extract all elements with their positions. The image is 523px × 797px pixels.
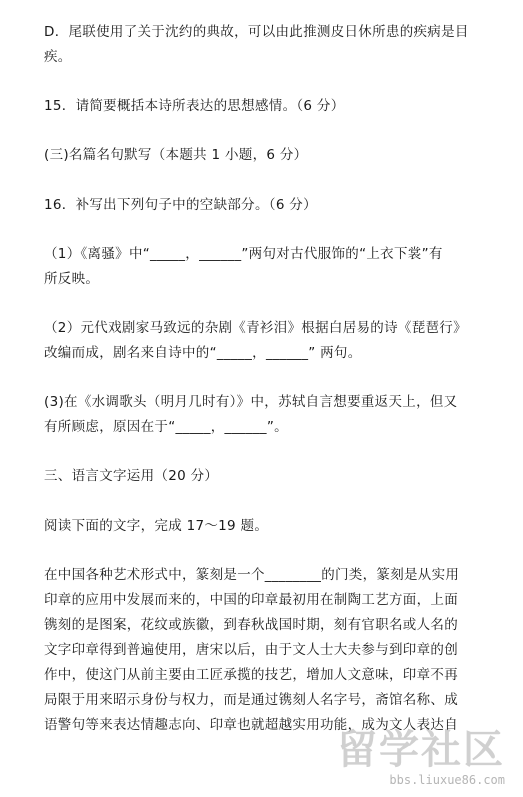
- section-heading: 三、语言文字运用（20 分）: [44, 468, 219, 484]
- section-heading: (三)名篇名句默写（本题共 1 小题，6 分）: [44, 147, 308, 163]
- text-line: 改编而成，剧名来自诗中的“_____，______” 两句。: [44, 345, 362, 361]
- watermark-logo: 留学社区: [337, 727, 505, 773]
- passage-line: 在中国各种艺术形式中，篆刻是一个________的门类，篆刻是从实用: [44, 567, 460, 583]
- watermark-url: bbs.liuxue86.com: [389, 773, 505, 787]
- text-line: （2）元代戏剧家马致远的杂剧《青衫泪》根据白居易的诗《琵琶行》: [44, 320, 467, 336]
- text-line: 阅读下面的文字，完成 17～19 题。: [44, 518, 269, 534]
- text-line: (3)在《水调歌头（明月几时有）》中，苏轼自言想要重返天上，但又: [44, 394, 458, 410]
- watermark: [337, 729, 505, 787]
- passage-line: 作中，使这门从前主要由工匠承揽的技艺，增加人文意味，印章不再: [44, 667, 458, 683]
- passage-line: 文字印章得到普遍使用，唐宋以后，由于文人士大夫参与到印章的创: [44, 642, 458, 658]
- passage-line: 语警句等来表达情趣志向、印章也就超越实用功能，成为文人表达自: [44, 717, 458, 733]
- passage-line: 印章的应用中发展而来的，中国的印章最初用在制陶工艺方面，上面: [44, 592, 458, 608]
- passage-line: 局限于用来昭示身份与权力，而是通过镌刻人名字号，斋馆名称、成: [44, 692, 458, 708]
- question-15: 15．请简要概括本诗所表达的思想感情。（6 分）: [44, 98, 345, 114]
- passage-line: 镌刻的是图案，花纹或族徽，到春秋战国时期，刻有官职名或人名的: [44, 617, 458, 633]
- text-line: D．尾联使用了关于沈约的典故，可以由此推测皮日休所患的疾病是目: [44, 24, 469, 40]
- text-line: （1）《离骚》中“_____，______”两句对古代服饰的“上衣下裳”有: [44, 246, 443, 262]
- question-16: 16．补写出下列句子中的空缺部分。（6 分）: [44, 197, 317, 213]
- text-line: 疾。: [44, 49, 72, 65]
- text-line: 所反映。: [44, 271, 100, 287]
- text-line: 有所顾虑，原因在于“_____，______”。: [44, 419, 288, 435]
